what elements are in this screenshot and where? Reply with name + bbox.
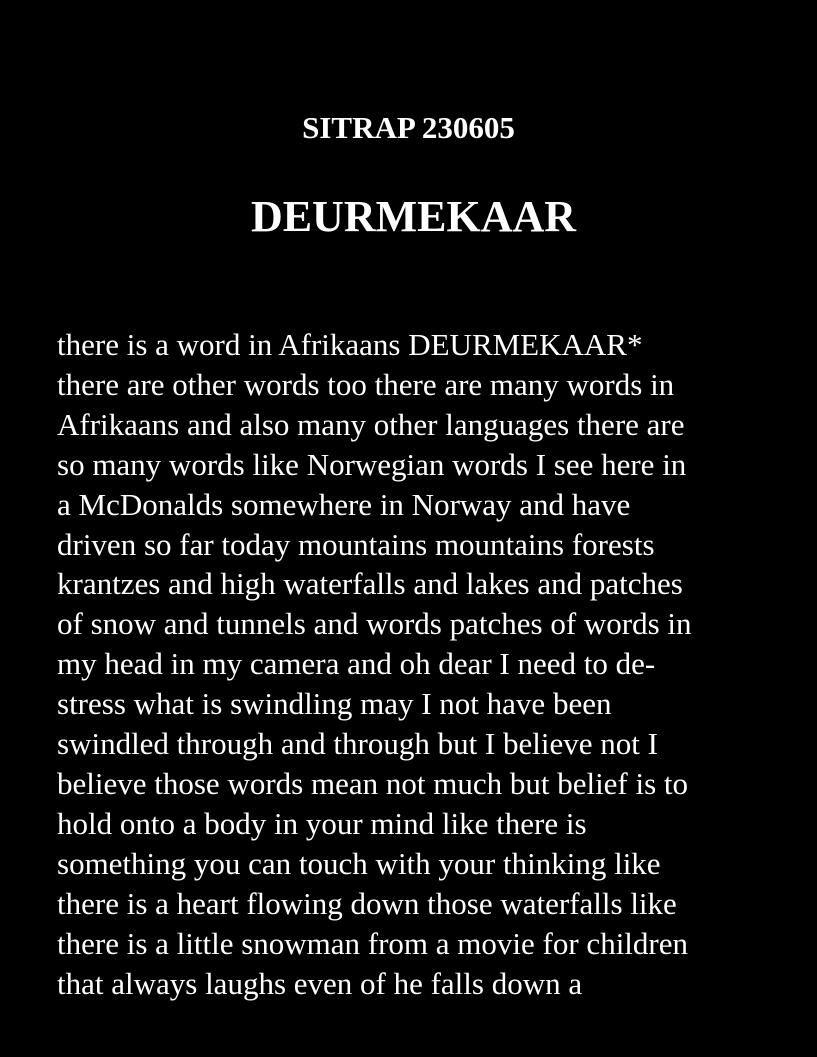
body-line: there are other words too there are many words in <box>57 366 675 402</box>
body-line: there is a heart flowing down those waterfalls like <box>57 885 677 921</box>
body-line: there is a word in Afrikaans DEURMEKAAR* <box>57 327 643 362</box>
body-line: there is a little snowman from a movie for children <box>57 925 689 961</box>
document-title: DEURMEKAAR <box>250 192 577 241</box>
body-line: hold onto a body in your mind like there is <box>57 805 587 841</box>
body-line: that always laughs even of he falls down a <box>57 965 583 1001</box>
body-line: something you can touch with your thinking like <box>57 845 661 881</box>
body-line: Afrikaans and also many other languages there are <box>57 406 685 442</box>
body-line: my head in my camera and oh dear I need to de- <box>57 646 656 682</box>
body-line: driven so far today mountains mountains forests <box>57 526 655 562</box>
body-line: believe those words mean not much but belief is to <box>57 765 689 801</box>
body-line: krantzes and high waterfalls and lakes and patches <box>57 566 683 602</box>
document-body <box>57 325 797 1003</box>
body-line: stress what is swindling may I not have been <box>57 686 612 722</box>
body-line: swindled through and through but I believe not I <box>57 726 658 762</box>
body-line: a McDonalds somewhere in Norway and have <box>57 486 631 522</box>
body-line: of snow and tunnels and words patches of words in <box>57 606 692 642</box>
document-subtitle: SITRAP 230605 <box>302 110 515 145</box>
body-line: so many words like Norwegian words I see here in <box>57 446 687 482</box>
